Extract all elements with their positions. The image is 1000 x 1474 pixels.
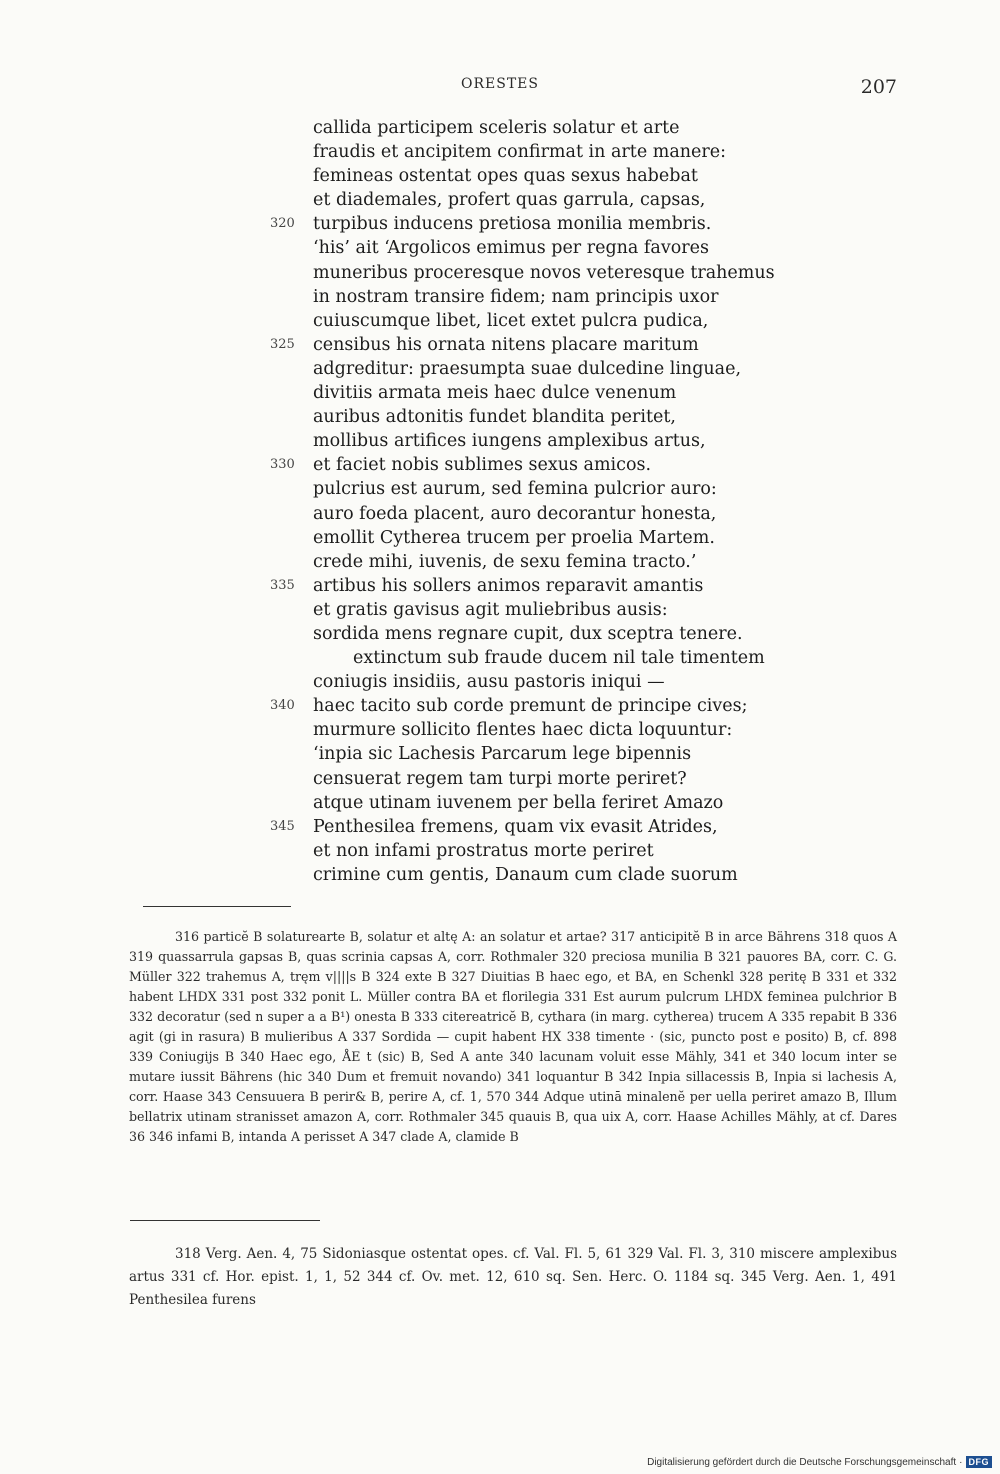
line-number: 335: [270, 577, 295, 593]
verse-text-line: callida participem sceleris solatur et arte: [313, 118, 680, 138]
verse-line: [0, 236, 1000, 260]
verse-line: [0, 357, 1000, 381]
verse-text-line: emollit Cytherea trucem per proelia Martem.: [313, 527, 715, 548]
verse-line: [0, 333, 1000, 357]
verse-line: [0, 453, 1000, 477]
verse-text-line: sordida mens regnare cupit, dux sceptra tenere.: [313, 623, 743, 644]
verse-line: [0, 526, 1000, 550]
verse-text-line: femineas ostentat opes quas sexus habebat: [313, 166, 698, 187]
page-number: 207: [860, 76, 897, 98]
verse-text: [0, 116, 1000, 887]
sources-divider: [130, 1220, 320, 1221]
verse-line: [0, 381, 1000, 405]
verse-text-line: murmure sollicito flentes haec dicta loquuntur:: [313, 720, 733, 741]
verse-text-line: haec tacito sub corde premunt de principe cives;: [313, 696, 748, 717]
verse-line: [0, 212, 1000, 236]
verse-text-line: adgreditur: praesumpta suae dulcedine linguae,: [313, 358, 742, 379]
verse-text-line: crimine cum gentis, Danaum cum clade suorum: [313, 864, 738, 885]
verse-line: [0, 477, 1000, 501]
verse-line: [0, 285, 1000, 309]
line-number: 320: [270, 216, 295, 232]
verse-text-line: coniugis insidiis, ausu pastoris iniqui —: [313, 672, 665, 693]
line-number: 330: [270, 457, 295, 473]
verse-text-line: et non infami prostratus morte periret: [313, 840, 654, 861]
verse-line: [0, 694, 1000, 718]
verse-text-line: divitiis armata meis haec dulce venenum: [313, 383, 677, 404]
running-head: ORESTES: [461, 76, 539, 92]
verse-line: [0, 261, 1000, 285]
verse-line: [0, 116, 1000, 140]
verse-line: [0, 646, 1000, 670]
verse-text-line: auro foeda placent, auro decorantur honesta,: [313, 503, 717, 524]
verse-line: [0, 718, 1000, 742]
verse-line: [0, 429, 1000, 453]
verse-text-line: pulcrius est aurum, sed femina pulcrior auro:: [313, 479, 717, 500]
verse-line: [0, 622, 1000, 646]
verse-text-line: atque utinam iuvenem per bella feriret Amazo: [313, 792, 724, 813]
verse-line: [0, 863, 1000, 887]
verse-text-line: ‘his’ ait ‘Argolicos emimus per regna favores: [313, 238, 709, 259]
credit-text: Digitalisierung gefördert durch die Deutsche Forschungsgemeinschaft: [647, 1456, 957, 1468]
line-number: 340: [270, 698, 295, 714]
verse-text-line: artibus his sollers animos reparavit amantis: [313, 575, 704, 596]
verse-line: [0, 815, 1000, 839]
verse-text-line: mollibus artifices iungens amplexibus artus,: [313, 431, 706, 452]
verse-line: [0, 839, 1000, 863]
verse-text-line: cuiuscumque libet, licet extet pulcra pudica,: [313, 310, 709, 331]
verse-text-line: turpibus inducens pretiosa monilia membris.: [313, 214, 712, 235]
digitization-credit: Digitalisierung gefördert durch die Deutsche Forschungsgemeinschaft · DFG: [647, 1456, 992, 1468]
verse-line: [0, 742, 1000, 766]
verse-line: [0, 405, 1000, 429]
verse-text-line: et gratis gavisus agit muliebribus ausis:: [313, 599, 668, 620]
verse-line: [0, 502, 1000, 526]
apparatus-divider: [143, 906, 291, 907]
verse-line: [0, 164, 1000, 188]
line-number: 345: [270, 818, 295, 834]
dfg-logo-icon: DFG: [966, 1456, 993, 1468]
sources-text: 318 Verg. Aen. 4, 75 Sidoniasque ostentat opes. cf. Val. Fl. 5, 61 329 Val. Fl. 3, 310 miscere amplexibus artus 331 cf. Hor. epist. 1, 1, 52 344 cf. Ov. met. 12, 610 sq. Sen. Herc. O. 1184 sq. 345 Verg. Aen. 1, 491 Penthesilea furens: [129, 1246, 897, 1308]
source-references: [129, 1243, 897, 1312]
verse-text-line: et faciet nobis sublimes sexus amicos.: [313, 455, 652, 476]
verse-line: [0, 767, 1000, 791]
verse-text-line: censuerat regem tam turpi morte periret?: [313, 768, 687, 789]
verse-text-line: extinctum sub fraude ducem nil tale timentem: [353, 648, 765, 669]
verse-line: [0, 670, 1000, 694]
verse-line: [0, 574, 1000, 598]
apparatus-text: 316 particĕ B solaturearte B, solatur et altę A: an solatur et artae? 317 anticipitĕ B in arce Bährens 318 quos A 319 quassarrula gapsas B, quas scrinia capsas A, corr. Rothmaler 320 preciosa munilia B 321 pauores BA, corr. C. G. Müller 322 trahemus A, tręm v||||s B 324 exte B 327 Diuitias B haec ego, et BA, en Schenkl 328 peritę B 331 et 332 habent LHDX 331 post 332 ponit L. Müller contra BA et florilegia 331 Est aurum pulcrum LHDX feminea pulchrior B 332 decoratur (sed n super a a B¹) onesta B 333 citereatricĕ B, cythara (in marg. cytherea) trucem A 335 repabit B 336 agit (gi in rasura) B mulieribus A 337 Sordida — cupit habent HX 338 timente · (sic, puncto post e posito) B, cf. 898 339 Coniugijs B 340 Haec ego, ÅE t (sic) B, Sed A ante 340 lacunam voluit esse Mähly, 341 et 340 locum inter se mutare iussit Bährens (hic 340 Dum et fremuit novando) 341 loquantur B 342 Inpia sillacessis B, Inpia si lachesis A, corr. Haase 343 Censuuera B perir& B, perire A, cf. 1, 570 344 Adque utinā minalenĕ per uella periret amazo B, Illum bellatrix utinam stranisset amazon A, corr. Rothmaler 345 quauis B, qua uix A, corr. Haase Achilles Mähly, at cf. Dares 36 346 infami B, intanda A perisset A 347 clade A, clamide B: [129, 929, 897, 1144]
verse-line: [0, 550, 1000, 574]
verse-text-line: Penthesilea fremens, quam vix evasit Atrides,: [313, 816, 718, 837]
critical-apparatus: [129, 927, 897, 1147]
verse-text-line: ‘inpia sic Lachesis Parcarum lege bipennis: [313, 744, 692, 765]
verse-line: [0, 598, 1000, 622]
verse-line: [0, 309, 1000, 333]
verse-text-line: fraudis et ancipitem confirmat in arte manere:: [313, 142, 727, 163]
verse-line: [0, 188, 1000, 212]
verse-text-line: auribus adtonitis fundet blandita peritet,: [313, 407, 676, 428]
verse-line: [0, 140, 1000, 164]
verse-text-line: crede mihi, iuvenis, de sexu femina tracto.’: [313, 551, 697, 572]
verse-text-line: in nostram transire fidem; nam principis uxor: [313, 286, 719, 307]
verse-line: [0, 791, 1000, 815]
line-number: 325: [270, 336, 295, 352]
verse-text-line: et diademales, profert quas garrula, capsas,: [313, 190, 706, 211]
verse-text-line: muneribus proceresque novos veteresque trahemus: [313, 262, 775, 283]
verse-text-line: censibus his ornata nitens placare maritum: [313, 334, 699, 355]
